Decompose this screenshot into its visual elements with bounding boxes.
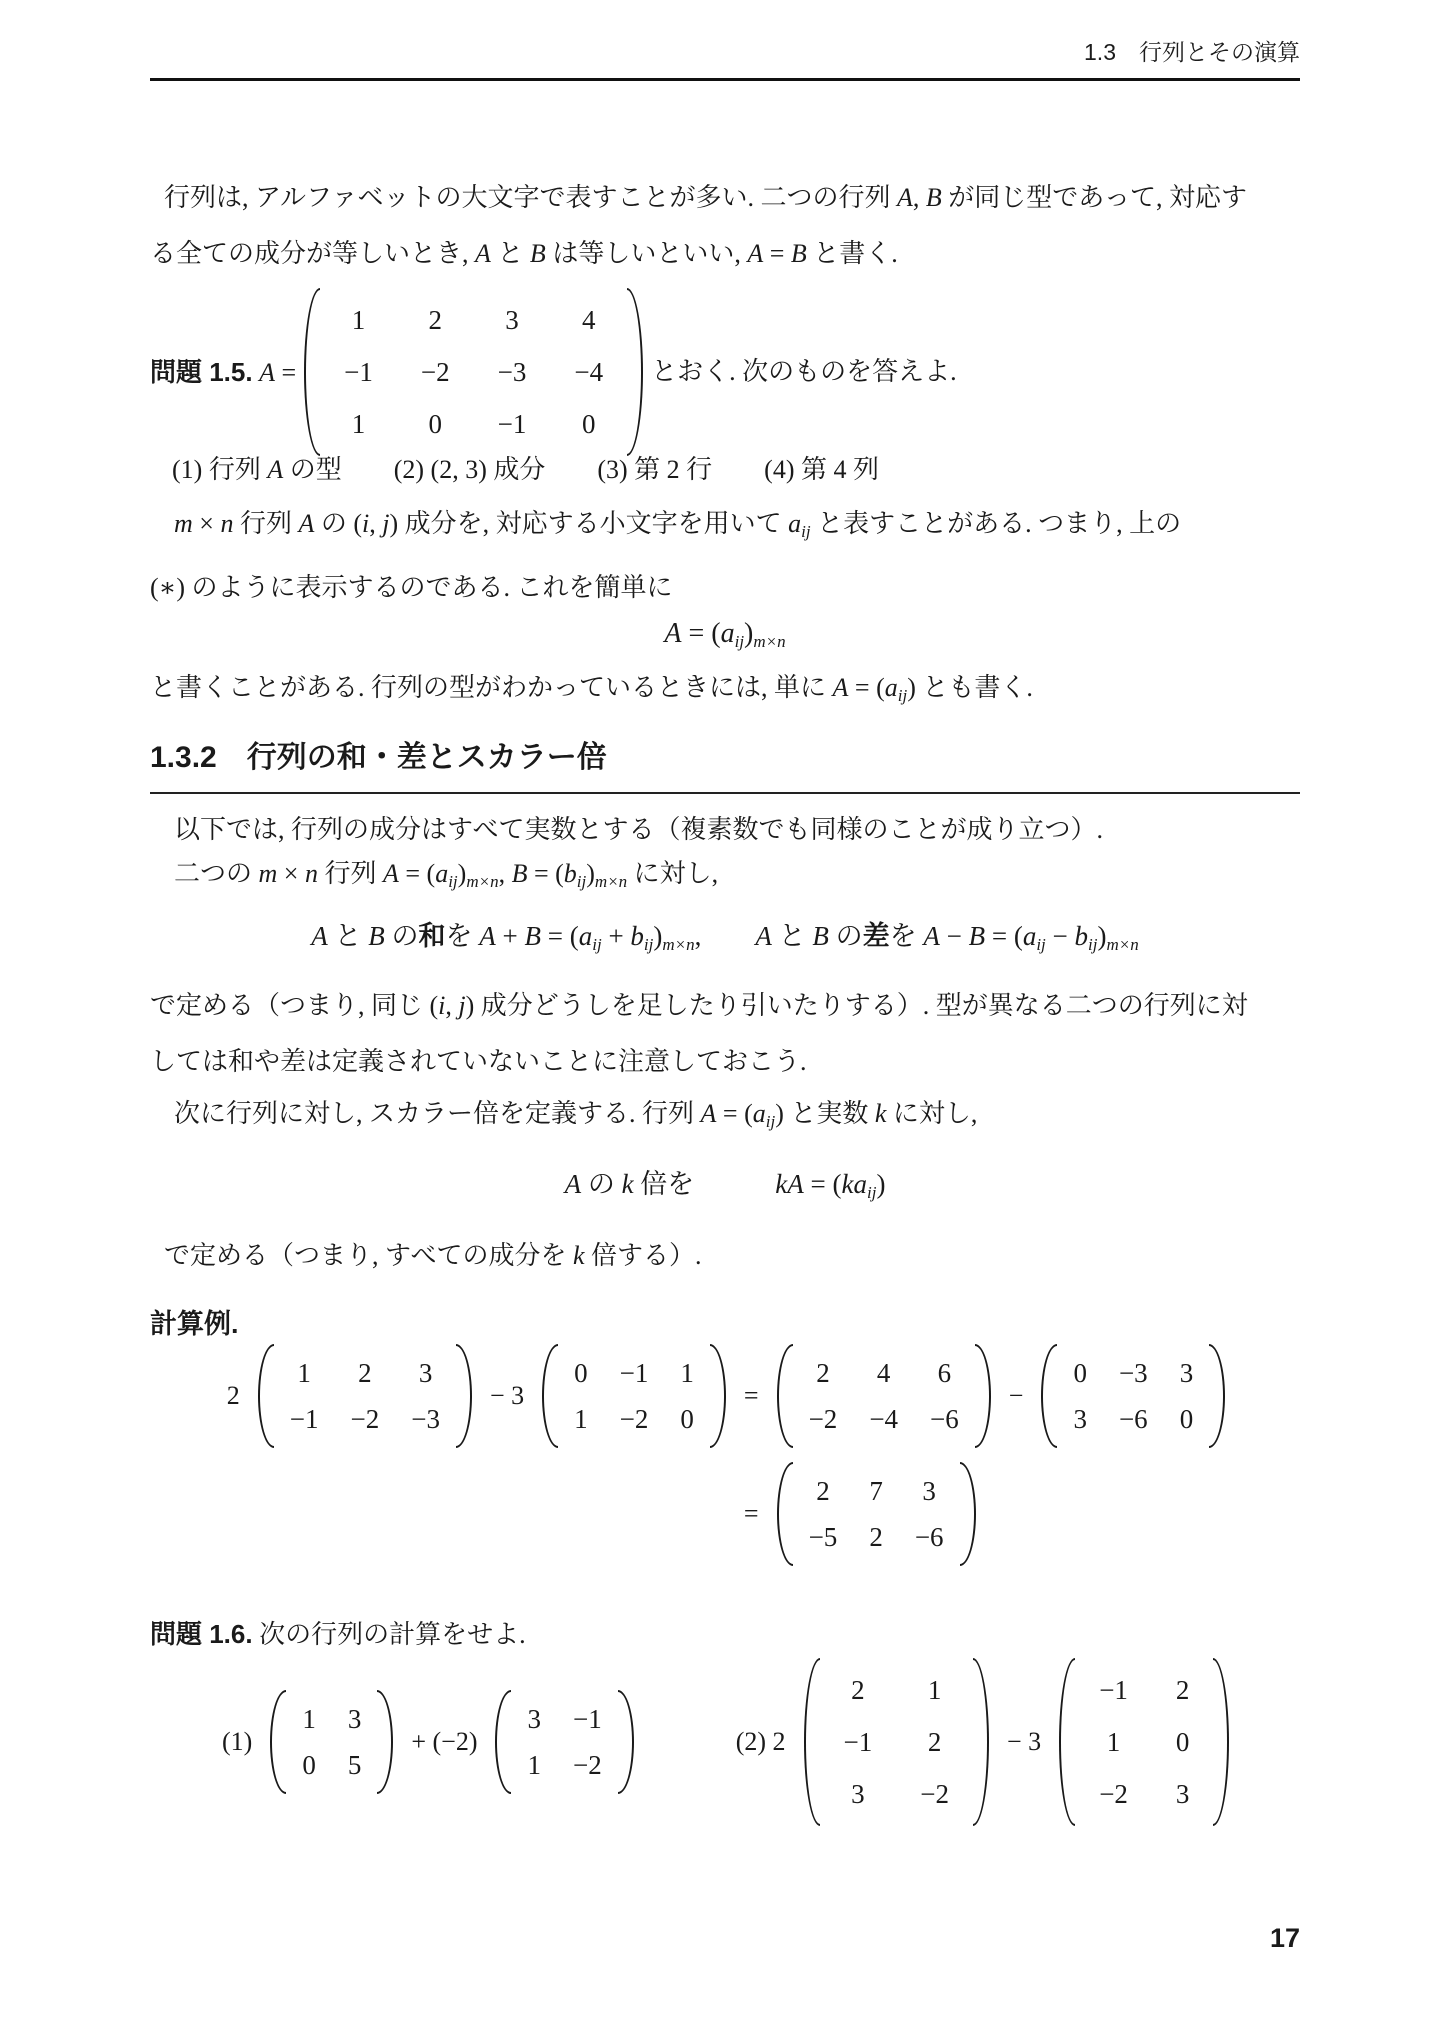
text-run: = ( [803,1169,842,1199]
math-var: A [479,921,496,951]
math-subscript: ij [1088,935,1098,955]
text-run: の [828,921,863,951]
math-var: b [1074,921,1089,951]
item-number: (1) [222,1727,253,1756]
text-run: × [192,509,221,538]
matrix-cell: 3 [1175,1779,1190,1809]
math-var: kA [775,1169,804,1199]
matrix-cell: −2 [1099,1779,1128,1809]
text-run: の ( [314,509,363,538]
matrix-cell: 2 [927,1727,942,1757]
text-run: と表すことがある. つまり, 上の [810,509,1182,538]
math-var: n [220,509,234,538]
section-heading: 1.3.2 行列の和・差とスカラー倍 [150,741,607,774]
text-run: ) [653,921,663,951]
math-subscript: ij [765,1112,776,1132]
operator: − 3 [1007,1727,1042,1756]
matrix-cell: −1 [843,1727,873,1757]
matrix-cell: −6 [1118,1404,1148,1434]
scalar-intro-line [150,1096,1300,1140]
matrix-operand [542,1344,726,1448]
math-subscript: ij [643,935,654,955]
matrix-cell: 1 [1106,1727,1121,1757]
text-run: × [277,859,305,888]
problem-statement: とおく. 次のものを答えよ. [651,357,957,386]
text-run: − [1045,921,1075,951]
text-run: = ( [985,921,1023,951]
text-run: 次の行列の計算をせよ. [252,1620,526,1649]
matrix-cell: 3 [347,1704,362,1734]
math-var: a [578,921,593,951]
calc-row2-right [734,1462,1233,1566]
matrix-cell: −1 [1099,1675,1128,1705]
matrix-cell: 0 [1179,1404,1194,1434]
math-var: i [362,509,370,538]
header-rule [150,78,1300,81]
matrix-cell: 1 [574,1404,588,1434]
paragraph-intro [150,180,1300,292]
matrix-cell: −2 [808,1404,838,1434]
math-var: k [874,1099,887,1128]
text-run: = ( [848,673,885,702]
text-run: と [490,239,530,268]
matrix-operand [1059,1658,1229,1826]
section-label: 1.3 行列とその演算 [1084,39,1300,65]
matrix-cell: −2 [350,1404,380,1434]
matrix-cell: 0 [1073,1358,1087,1388]
matrix-cell: −2 [420,357,450,387]
text-run: , [445,991,459,1020]
problem-1-6-expressions [150,1658,1300,1826]
math-var: A [923,921,940,951]
matrix-cell: 2 [1175,1675,1190,1705]
item-number: (2) 2 [735,1727,786,1756]
text-line: 以下では, 行列の成分はすべて実数とする（複素数でも同様のことが成り立つ）. [174,815,1103,844]
matrix-cell: 0 [302,1750,316,1780]
text-run: ) [744,618,754,649]
text-run: 次に行列に対し, スカラー倍を定義する. 行列 [174,1099,701,1128]
text-run: は等しいといい, [545,239,748,268]
math-var: A [564,1169,582,1199]
matrix-cell: 1 [351,409,366,439]
math-var: m [174,509,193,538]
equation-a-mn [150,616,1300,660]
matrix-cell: 5 [347,1750,362,1780]
text-run: , [498,859,512,888]
matrix-cell: 3 [418,1358,433,1388]
math-var: i [438,991,446,1020]
math-var: B [511,859,528,888]
operator: − [1008,1381,1024,1410]
matrix-cell: 0 [574,1358,588,1388]
text-run: ) [586,859,595,888]
text-run: を [445,921,480,951]
text-run: ) [457,859,467,888]
math-var: B [368,921,385,951]
math-var: B [812,921,829,951]
math-subscript: m×n [1106,935,1139,955]
problem-1-6-label [150,1616,1300,1653]
text-run: に対し, [886,1099,978,1128]
matrix-operand [1041,1344,1225,1448]
text-run: の [581,1169,622,1199]
math-var: ka [841,1169,867,1199]
text-run: ) と実数 [775,1099,875,1128]
paragraph-mn [150,506,1300,626]
text-run: 問題 1.5. [150,356,253,387]
operator: − 3 [490,1381,525,1410]
math-var: a [1022,921,1037,951]
problem-1-5 [150,288,1300,456]
math-subscript: ij [448,872,458,892]
matrix-operand [804,1658,989,1826]
math-subscript: ij [576,872,587,892]
math-subscript: ij [801,522,811,542]
math-var: B [968,921,986,951]
text-run: と書くことがある. 行列の型がわかっているときには, 単に [150,673,833,702]
matrix-cell: −2 [619,1404,649,1434]
matrix-cell: −1 [572,1704,602,1734]
math-var: a [752,1099,766,1128]
text-run: ) [1097,921,1107,951]
problem-1-5-items [150,452,1300,488]
page-number: 17 [1269,1923,1300,1953]
text-run: − [939,921,969,951]
text-run: 問題 1.6. [150,1619,253,1649]
matrix-cell: 1 [302,1704,316,1734]
text-run: ) 成分どうしを足したり引いたりする）. 型が異なる二つの行列に対 [465,991,1248,1020]
math-var: A [382,859,399,888]
text-run: = ( [681,618,721,649]
running-header [150,34,1300,70]
text-run: 差 [862,921,890,951]
text-run: + [601,921,631,951]
text-run: と [327,921,369,951]
matrix-cell: 2 [358,1358,372,1388]
section-rule [150,792,1300,794]
after-equation-line [150,670,1300,714]
text-run: る全ての成分が等しいとき, [150,239,476,268]
text-run: = ( [527,859,564,888]
math-subscript: ij [1036,935,1046,955]
text-run: , [912,183,926,212]
matrix-cell: 0 [1175,1727,1190,1757]
math-var: A [475,239,491,268]
matrix-cell: −2 [572,1750,602,1780]
text-run: 和 [418,921,446,951]
text-run: = ( [541,921,579,951]
text-run: ) とも書く. [907,673,1033,702]
math-var: m [258,859,278,888]
matrix-cell: −1 [619,1358,649,1388]
matrix-cell: 1 [680,1358,694,1388]
text-run: で定める（つまり, すべての成分を [164,1241,573,1270]
matrix-cell: −5 [808,1522,838,1552]
math-var: A [747,239,764,268]
matrix-cell: −4 [574,357,604,387]
matrix-cell: 3 [527,1704,541,1734]
math-var: B [524,921,542,951]
matrix-operand [270,1690,393,1794]
matrix-cell: −6 [930,1404,959,1434]
matrix-cell: 2 [869,1522,883,1552]
matrix-cell: −3 [1118,1358,1148,1388]
matrix-result [777,1344,991,1448]
matrix-cell: 3 [1073,1404,1087,1434]
calc-example-label: 計算例. [150,1309,239,1339]
math-var: B [925,183,942,212]
math-var: A [298,509,315,538]
matrix-cell: −1 [497,409,527,439]
calc-row1-right [734,1344,1233,1448]
scalar-display [150,1166,1300,1211]
text-run: 二つの [174,859,259,888]
matrix-cell: −3 [411,1404,440,1434]
math-subscript: ij [592,935,602,955]
text-run: の型 (2) (2, 3) 成分 (3) 第 2 行 (4) 第 4 列 [283,455,879,484]
matrix-cell: 4 [581,305,596,335]
matrix-operand [495,1690,633,1794]
math-subscript: m×n [466,872,499,892]
text-run: = [763,239,791,268]
matrix-cell: 0 [581,409,596,439]
math-var: A [311,921,328,951]
math-subscript: m×n [594,872,628,892]
text-run: = [274,357,297,387]
text-line [150,236,1300,272]
math-var: b [630,921,644,951]
math-var: A [832,673,849,702]
text-run: が同じ型であって, 対応す [941,183,1247,212]
text-run [694,1169,775,1199]
equals-sign: = [743,1381,759,1410]
matrix-cell: 7 [869,1476,883,1506]
calc-example-display [150,1344,1300,1566]
math-var: a [435,859,449,888]
math-subscript: ij [734,632,745,652]
matrix-cell: 6 [937,1358,952,1388]
text-run: (1) 行列 [172,455,268,484]
math-subscript: ij [897,686,908,706]
text-run: の [384,921,419,951]
problem-1-6-item-2 [726,1658,1238,1826]
text-run: と [771,921,813,951]
matrix-cell: 1 [527,1750,541,1780]
matrix-cell: −3 [497,357,527,387]
math-var: a [884,673,898,702]
text-run: + [495,921,525,951]
text-run: 倍する）. [584,1241,702,1270]
matrix-cell: 1 [927,1675,942,1705]
math-var: k [621,1169,634,1199]
math-var: A [896,183,913,212]
math-subscript: m×n [662,935,695,955]
matrix-cell: 3 [1179,1358,1194,1388]
sum-diff-display [150,918,1300,963]
text-run: , [369,509,383,538]
matrix-cell: −1 [344,357,373,387]
math-var: n [304,859,318,888]
matrix-cell: 2 [816,1358,830,1388]
problem-1-6-item-1 [212,1690,642,1794]
math-subscript: ij [866,1183,877,1203]
matrix-cell: 0 [680,1404,694,1434]
scalar-factor: 2 [226,1381,240,1410]
text-line [150,180,1300,216]
matrix-cell: 2 [428,305,442,335]
text-line [150,856,1300,900]
math-var: B [790,239,807,268]
math-var: A [700,1099,717,1128]
equals-sign: = [743,1499,759,1528]
matrix-cell: 3 [851,1779,865,1809]
text-line [150,570,1300,606]
math-var: a [788,509,802,538]
math-var: A [755,921,772,951]
matrix-a [304,288,643,456]
text-run: 倍を [633,1169,695,1199]
math-var: A [664,618,682,649]
text-run: を [889,921,924,951]
text-run: (∗) のように表示するのである. これを簡単に [150,573,673,603]
math-var: A [259,357,275,387]
matrix-cell: 2 [851,1675,865,1705]
text-line [150,1044,1300,1080]
matrix-cell: 1 [351,305,366,335]
math-var: j [382,509,390,538]
math-subscript: m×n [753,632,786,652]
matrix-operand [258,1344,472,1448]
paragraph-define [150,988,1300,1100]
math-var: a [720,618,735,649]
math-var: k [572,1241,585,1270]
text-run: = ( [398,859,436,888]
text-run: ) [876,1169,886,1199]
math-var: A [267,455,284,484]
text-line [150,988,1300,1024]
text-run: に対し, [627,859,719,888]
text-run: ) 成分を, 対応する小文字を用いて [389,509,789,538]
matrix-cell: −2 [920,1779,950,1809]
text-run: 行列 [233,509,299,538]
matrix-cell: 1 [297,1358,311,1388]
math-var: b [563,859,577,888]
matrix-cell: 3 [505,305,519,335]
text-run: = ( [716,1099,753,1128]
math-var: B [529,239,546,268]
math-var: j [458,991,466,1020]
matrix-final-result [777,1462,976,1566]
matrix-cell: −1 [289,1404,319,1434]
text-line [150,506,1300,550]
text-run: 行列は, アルファベットの大文字で表すことが多い. 二つの行列 [164,183,897,212]
matrix-cell: 0 [428,409,442,439]
scalar-after-line [150,1238,1300,1274]
problem-label [150,354,296,391]
text-run: しては和や差は定義されていないことに注意しておこう. [150,1047,807,1076]
matrix-cell: −6 [914,1522,944,1552]
matrix-cell: −4 [869,1404,899,1434]
text-run: 行列 [317,859,383,888]
calc-row1-left [217,1344,734,1448]
matrix-cell: 2 [816,1476,830,1506]
matrix-cell: 3 [922,1476,936,1506]
text-run: で定める（つまり, 同じ ( [150,991,439,1020]
text-run: , [694,921,756,951]
matrix-cell: 4 [876,1358,891,1388]
text-run: と書く. [806,239,898,268]
operator: + (−2) [411,1727,478,1756]
